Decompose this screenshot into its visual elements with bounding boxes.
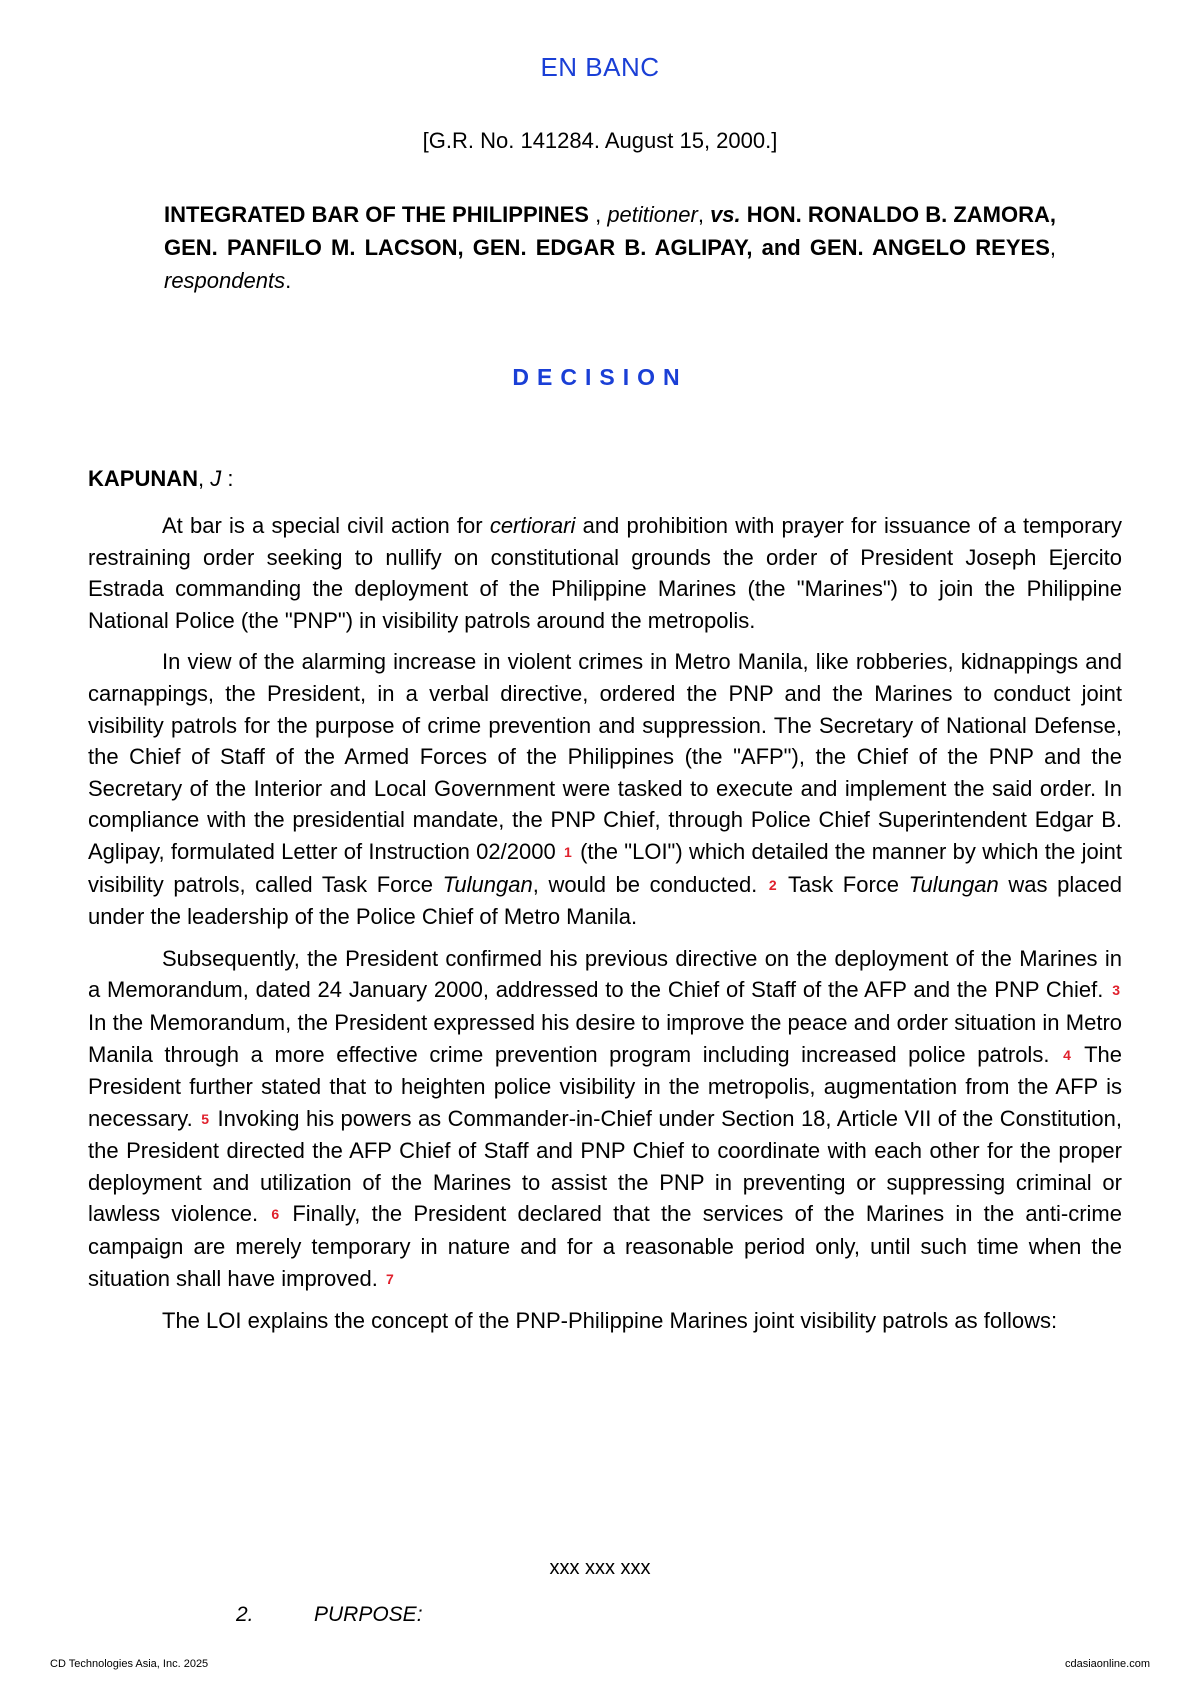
footnote-link-4[interactable]: 4 [1063,1046,1071,1063]
text-run: In view of the alarming increase in violent crimes in Metro Manila, like robberies, kidnappings and carnappings, the President, in a verbal directive, ordered the PNP and the Marines to conduct joint visibility patrols for the purpose of crime prevention and suppression. The Secretary of National Defense, the Chief of Staff of the Armed Forces of the Philippines (the "AFP"), the Chief of the PNP and the Secretary of the Interior and Local Government were tasked to execute and implement the said order. In compliance with the presidential mandate, the PNP Chief, through Police Chief Superintendent Edgar B. Aglipay, formulated Letter of Instruction 02/2000 [88,649,1122,864]
text-run: Task Force [778,871,909,897]
text-run: Finally, the President declared that the services of the Marines in the anti-crime campaign are merely temporary in nature and for a reasonable period only, until such time when the situation shall have improved. [88,1201,1122,1291]
footnote-link-2[interactable]: 2 [768,876,777,893]
text-run: Subsequently, the President confirmed his previous directive on the deployment of the Marines in a Memorandum, dated 24 January 2000, addressed to the Chief of Staff of the AFP and the PNP Chief. [88,945,1122,1003]
italic-term: Tulungan [442,871,533,897]
text-run: and prohibition with prayer for issuance of a temporary restraining order seeking to nullify on constitutional grounds the order of President Joseph Ejercito Estrada commanding the deployment of the Philippine Marines (the "Marines") to join the Philippine National Police (the "PNP") in visibility patrols around the metropolis. [88,513,1122,633]
respondent-role: respondents [164,268,286,293]
ponente: KAPUNAN, J : [88,466,234,491]
italic-term: Tulungan [908,871,999,897]
footer-site[interactable]: cdasiaonline.com [1065,1658,1150,1670]
footnote-link-7[interactable]: 7 [385,1270,394,1287]
purpose-heading [236,1603,423,1627]
decision-body [88,510,1122,1347]
decision-heading: DECISION [512,364,688,390]
case-number: [G.R. No. 141284. August 15, 2000.] [422,128,778,153]
text-run: Invoking his powers as Commander-in-Chief under Section 18, Article VII of the Constitution, the President directed the AFP Chief of Staff and PNP Chief to coordinate with each other for the proper deployment and utilization of the Marines to assist the PNP in preventing or suppressing criminal or lawless violence. [88,1105,1122,1227]
footnote-link-5[interactable]: 5 [201,1110,210,1127]
case-parties: INTEGRATED BAR OF THE PHILIPPINES , petitioner, vs. HON. RONALDO B. ZAMORA, GEN. PANFILO M. LACSON, GEN. EDGAR B. AGLIPAY, and GEN. ANGELO REYES, respondents. [164,202,1056,293]
italic-term: certiorari [489,513,576,538]
text-run: (the "LOI") which detailed the manner by which the joint visibility patrols, called Task Force [88,838,1122,897]
text-run: At bar is a special civil action for [162,513,490,538]
paragraph-2 [88,646,1122,932]
respondent-names: HON. RONALDO B. ZAMORA, GEN. PANFILO M. LACSON, GEN. EDGAR B. AGLIPAY, and GEN. ANGELO REYES [164,202,1056,260]
text-run: , would be conducted. [532,871,758,897]
paragraph-1 [88,510,1122,636]
ponente-title: J [210,466,222,491]
paragraph-4: The LOI explains the concept of the PNP-Philippine Marines joint visibility patrols as follows: [162,1308,1058,1334]
footer-copyright: CD Technologies Asia, Inc. 2025 [50,1658,209,1670]
footnote-link-6[interactable]: 6 [271,1206,280,1223]
footnote-link-3[interactable]: 3 [1112,982,1120,999]
omission-separator: xxx xxx xxx [549,1557,651,1579]
footnote-link-1[interactable]: 1 [563,843,572,860]
purpose-number: 2. [236,1603,254,1626]
purpose-label: PURPOSE: [314,1603,423,1626]
versus: vs. [710,202,741,227]
paragraph-3 [88,943,1122,1296]
text-run: The President further stated that to heighten police visibility in the metropolis, augmentation from the AFP is necessary. [88,1041,1122,1131]
text-run: In the Memorandum, the President expressed his desire to improve the peace and order situation in Metro Manila through a more effective crime prevention program including increased police patrols. [88,1009,1122,1067]
text-run: was placed under the leadership of the Police Chief of Metro Manila. [88,871,1122,930]
petitioner-name: INTEGRATED BAR OF THE PHILIPPINES [164,202,589,227]
ponente-name: KAPUNAN [88,466,198,491]
court-division-heading: EN BANC [540,52,660,82]
petitioner-role: petitioner [607,202,698,227]
